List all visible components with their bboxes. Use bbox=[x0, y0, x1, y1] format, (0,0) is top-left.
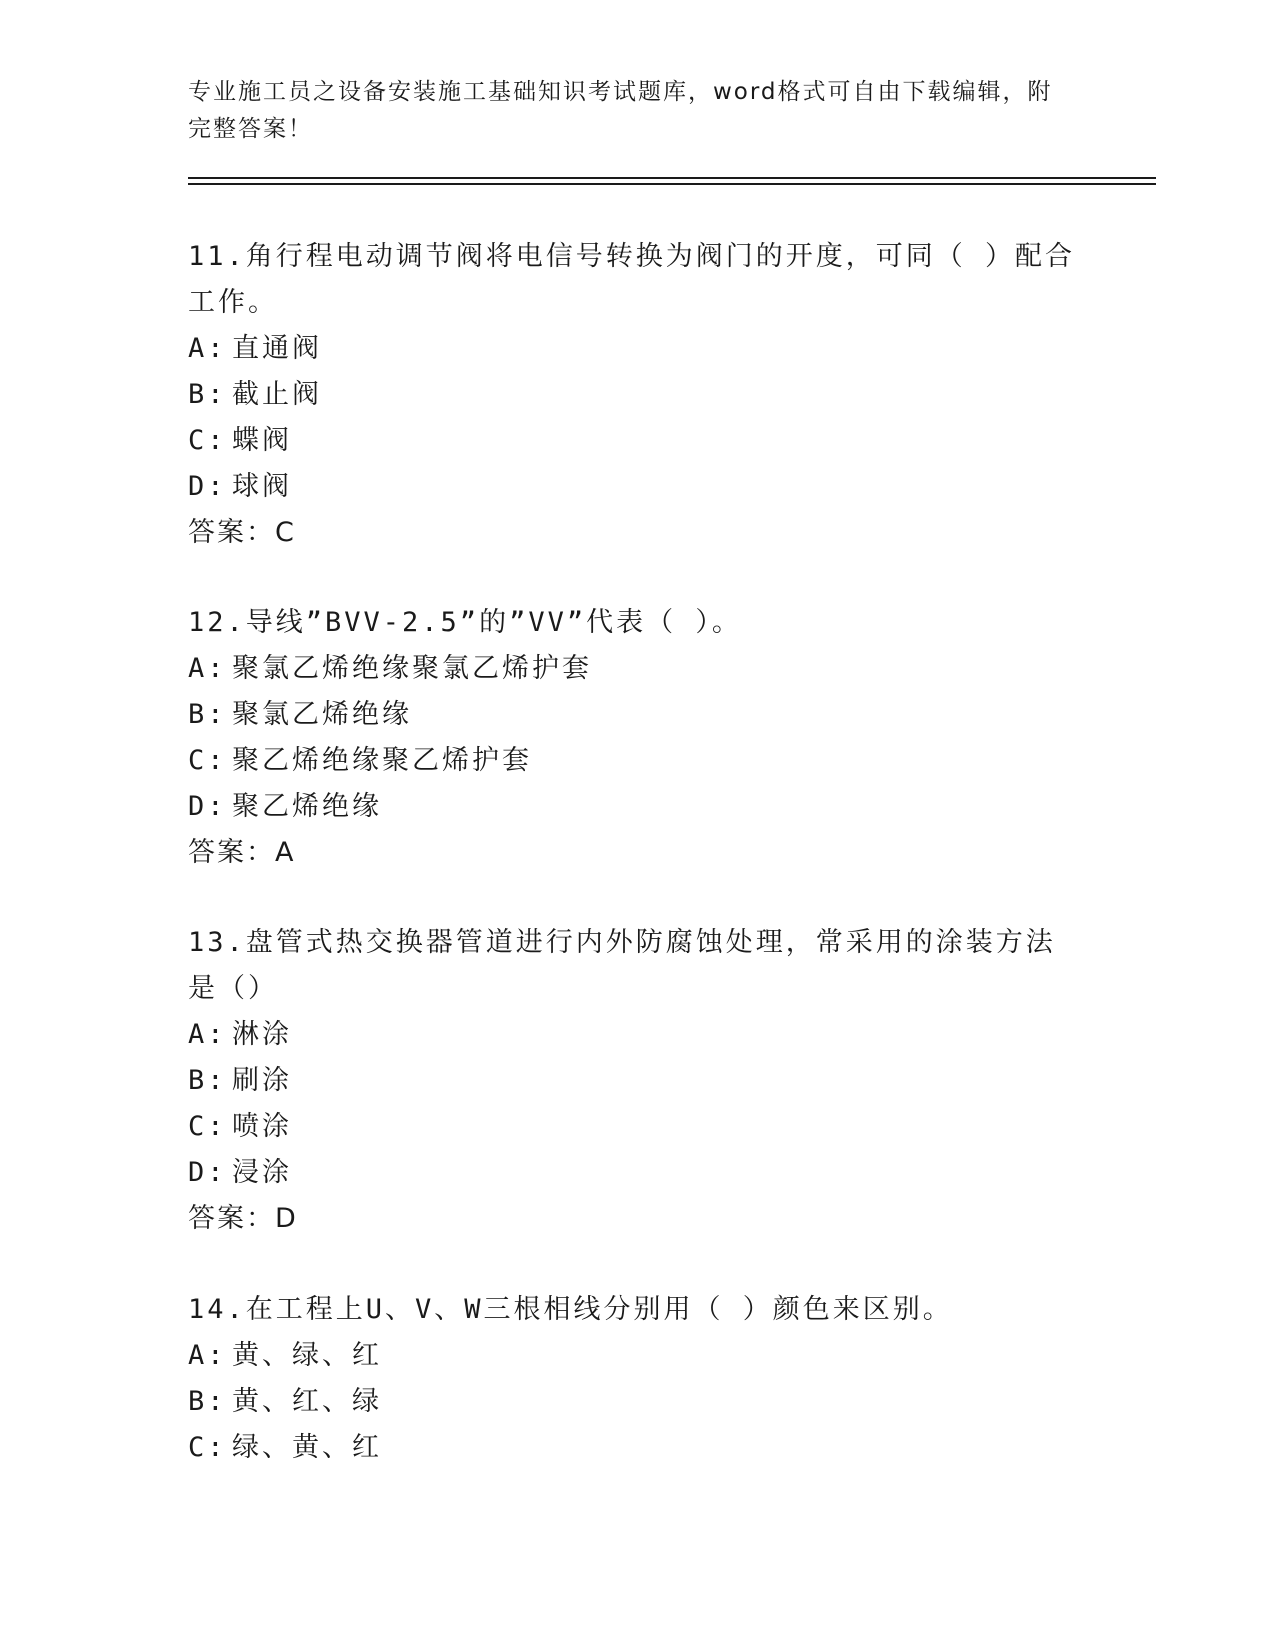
option-text: 聚乙烯绝缘聚乙烯护套 bbox=[232, 745, 532, 776]
option-a bbox=[188, 326, 1078, 372]
option-c bbox=[188, 418, 1078, 464]
option-text: 绿、黄、红 bbox=[232, 1432, 382, 1463]
question-14 bbox=[188, 1287, 1078, 1471]
option-a bbox=[188, 646, 1078, 692]
option-text: 截止阀 bbox=[232, 379, 322, 410]
option-letter: C: bbox=[188, 1111, 227, 1142]
option-letter: C: bbox=[188, 745, 227, 776]
question-11 bbox=[188, 234, 1078, 556]
option-text: 喷涂 bbox=[232, 1111, 292, 1142]
answer: 答案：D bbox=[188, 1203, 298, 1234]
option-d bbox=[188, 1150, 1078, 1196]
option-text: 聚乙烯绝缘 bbox=[232, 791, 382, 822]
option-text: 聚氯乙烯绝缘 bbox=[232, 699, 412, 730]
option-d bbox=[188, 784, 1078, 830]
option-text: 球阀 bbox=[232, 471, 292, 502]
option-text: 刷涂 bbox=[232, 1065, 292, 1096]
option-b bbox=[188, 692, 1078, 738]
option-text: 聚氯乙烯绝缘聚氯乙烯护套 bbox=[232, 653, 592, 684]
option-letter: A: bbox=[188, 333, 227, 364]
option-b bbox=[188, 1058, 1078, 1104]
question-stem: 14.在工程上U、V、W三根相线分别用（ ）颜色来区别。 bbox=[188, 1294, 953, 1325]
header-divider-top bbox=[188, 177, 1156, 179]
document-header: 专业施工员之设备安装施工基础知识考试题库，word格式可自由下载编辑，附完整答案！ bbox=[188, 79, 1053, 142]
option-d bbox=[188, 464, 1078, 510]
option-c bbox=[188, 1104, 1078, 1150]
question-stem: 11.角行程电动调节阀将电信号转换为阀门的开度，可同（ ）配合工作。 bbox=[188, 241, 1076, 318]
option-c bbox=[188, 1425, 1078, 1471]
answer: 答案：A bbox=[188, 837, 296, 868]
option-text: 直通阀 bbox=[232, 333, 322, 364]
question-stem: 13.盘管式热交换器管道进行内外防腐蚀处理，常采用的涂装方法是（） bbox=[188, 927, 1056, 1004]
question-stem: 12.导线”BVV-2.5”的”VV”代表（ ）。 bbox=[188, 607, 742, 638]
option-letter: C: bbox=[188, 1432, 227, 1463]
option-text: 黄、红、绿 bbox=[232, 1386, 382, 1417]
option-letter: B: bbox=[188, 699, 227, 730]
option-letter: C: bbox=[188, 425, 227, 456]
option-a bbox=[188, 1333, 1078, 1379]
option-c bbox=[188, 738, 1078, 784]
option-letter: B: bbox=[188, 1065, 227, 1096]
option-text: 蝶阀 bbox=[232, 425, 292, 456]
question-12 bbox=[188, 600, 1078, 876]
option-letter: B: bbox=[188, 1386, 227, 1417]
option-text: 淋涂 bbox=[232, 1019, 292, 1050]
option-b bbox=[188, 1379, 1078, 1425]
answer: 答案：C bbox=[188, 517, 296, 548]
option-letter: A: bbox=[188, 1340, 227, 1371]
option-a bbox=[188, 1012, 1078, 1058]
option-letter: D: bbox=[188, 1157, 227, 1188]
option-letter: A: bbox=[188, 653, 227, 684]
option-letter: A: bbox=[188, 1019, 227, 1050]
option-text: 黄、绿、红 bbox=[232, 1340, 382, 1371]
option-b bbox=[188, 372, 1078, 418]
option-letter: B: bbox=[188, 379, 227, 410]
option-letter: D: bbox=[188, 791, 227, 822]
option-text: 浸涂 bbox=[232, 1157, 292, 1188]
option-letter: D: bbox=[188, 471, 227, 502]
header-divider-bottom bbox=[188, 183, 1156, 185]
question-13 bbox=[188, 920, 1078, 1242]
